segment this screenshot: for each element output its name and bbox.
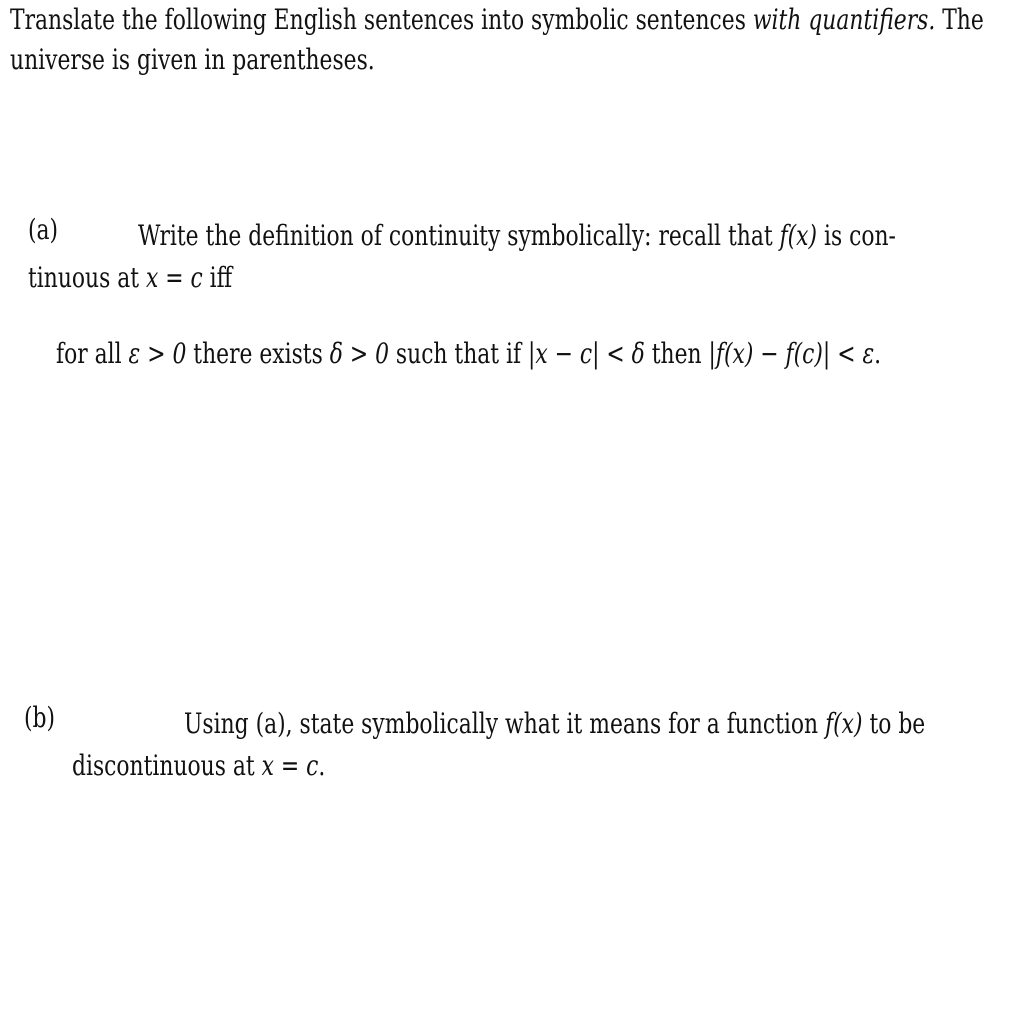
def-text-3: such that if	[388, 337, 529, 370]
part-b-line-1	[184, 706, 925, 742]
def-text-5: .	[874, 337, 882, 370]
def-x-distance: |x − c| < δ	[528, 337, 645, 370]
intro-text-1a: Translate the following English sentences into symbolic sentences	[10, 3, 753, 36]
part-b-text-1a: Using (a), state symbolically what it means for a function	[184, 707, 826, 740]
intro-text-2: universe is given in parentheses.	[10, 43, 375, 76]
part-a-line-2	[28, 260, 232, 296]
part-b-label: (b)	[24, 701, 56, 734]
continuity-definition	[56, 336, 881, 372]
def-text-2: there exists	[186, 337, 330, 370]
intro-text-1b: The	[935, 3, 984, 36]
part-a-text-1b: is con-	[817, 219, 896, 252]
def-text-4: then	[644, 337, 709, 370]
part-b-text-1b: to be	[862, 707, 926, 740]
part-a-line-1	[138, 218, 896, 254]
intro-line-1	[10, 2, 984, 38]
part-b-text-2a: discontinuous at	[72, 749, 262, 782]
intro-line-2	[10, 42, 375, 78]
part-a-text-2a: tinuous at	[28, 261, 146, 294]
part-a-fx: f(x)	[779, 219, 818, 252]
part-a-text-2b: iff	[202, 261, 233, 294]
part-a-text-1a: Write the definition of continuity symbolically: recall that	[138, 219, 780, 252]
part-a-xc: x = c	[145, 261, 203, 294]
def-f-distance: |f(x) − f(c)| < ε	[708, 337, 875, 370]
def-epsilon-condition: ε > 0	[128, 337, 187, 370]
part-b-fx: f(x)	[825, 707, 863, 740]
part-b-line-2	[72, 748, 325, 784]
part-b-xc: x = c	[261, 749, 319, 782]
part-a-label: (a)	[28, 213, 59, 246]
part-b-text-2b: .	[318, 749, 326, 782]
intro-emphasis: with quantifiers.	[752, 3, 936, 36]
def-text-1: for all	[56, 337, 129, 370]
def-delta-condition: δ > 0	[329, 337, 389, 370]
